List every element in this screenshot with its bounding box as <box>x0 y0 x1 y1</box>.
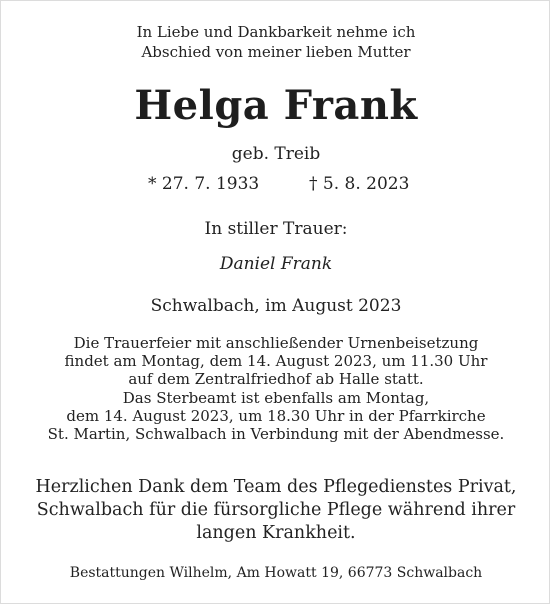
funeral-details-line-3: auf dem Zentralfriedhof ab Halle statt. <box>128 370 424 388</box>
thanks-line-1: Herzlichen Dank dem Team des Pflegedienstes Privat, <box>35 477 517 497</box>
funeral-home: Bestattungen Wilhelm, Am Howatt 19, 66773 Schwalbach <box>69 565 483 581</box>
birth-date: * 27. 7. 1933 <box>148 174 260 194</box>
mourning-heading: In stiller Trauer: <box>204 219 348 239</box>
maiden-name: geb. Treib <box>231 144 321 164</box>
thanks-line-3: langen Krankheit. <box>196 523 356 543</box>
thanks-line-2: Schwalbach für die fürsorgliche Pflege während ihrer <box>36 500 516 520</box>
funeral-details-line-4: Das Sterbeamt ist ebenfalls am Montag, <box>122 389 430 407</box>
funeral-details-line-2: findet am Montag, dem 14. August 2023, um 11.30 Uhr <box>64 352 488 370</box>
place-date: Schwalbach, im August 2023 <box>150 296 402 316</box>
signer-name: Daniel Frank <box>219 254 333 274</box>
intro-line-1: In Liebe und Dankbarkeit nehme ich <box>136 23 416 41</box>
death-date: † 5. 8. 2023 <box>309 174 410 194</box>
funeral-details-line-6: St. Martin, Schwalbach in Verbindung mit der Abendmesse. <box>47 425 505 443</box>
funeral-details-line-5: dem 14. August 2023, um 18.30 Uhr in der Pfarrkirche <box>66 407 486 425</box>
deceased-name: Helga Frank <box>134 82 418 129</box>
intro-line-2: Abschied von meiner lieben Mutter <box>141 43 411 61</box>
funeral-details-line-1: Die Trauerfeier mit anschließender Urnenbeisetzung <box>73 334 479 352</box>
